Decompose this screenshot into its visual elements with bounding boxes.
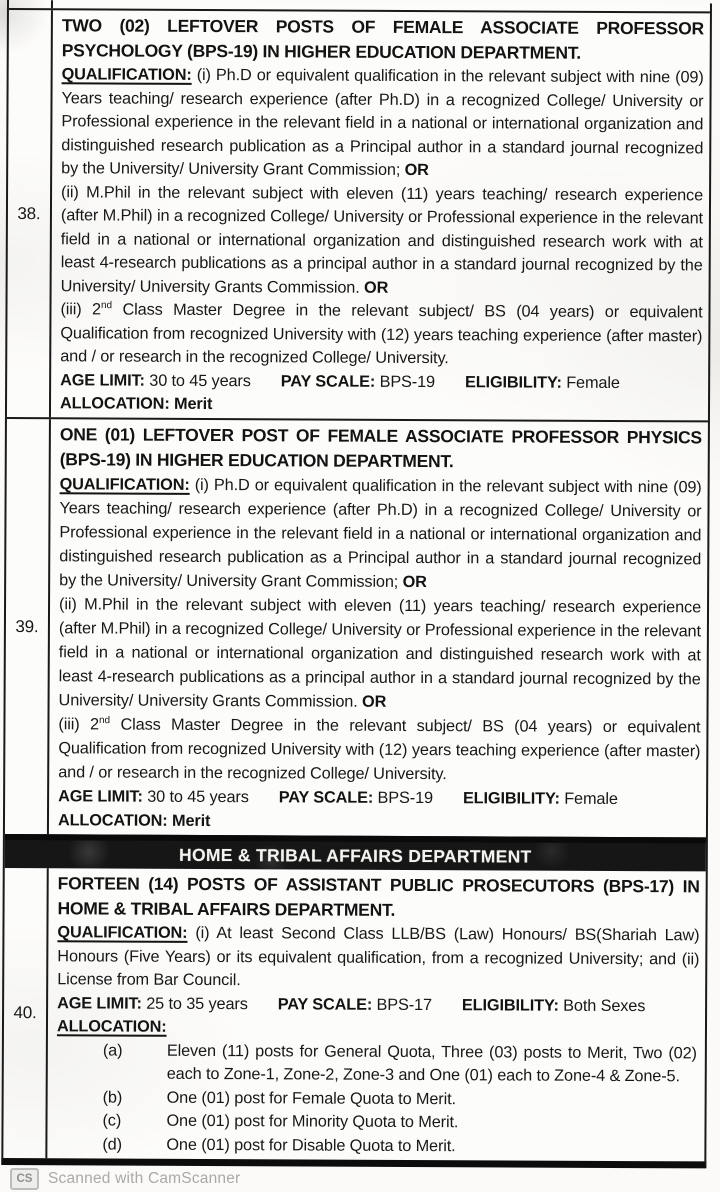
- row-38-content-cell: [51, 10, 710, 420]
- allocation-line: [60, 392, 702, 419]
- allocation-item-key: (b): [102, 1087, 123, 1107]
- eligibility-value: Female: [564, 789, 618, 808]
- eligibility-value: Both Sexes: [563, 996, 646, 1015]
- section-header-title: HOME & TRIBAL AFFAIRS DEPARTMENT: [179, 844, 532, 867]
- allocation-heading: [57, 1015, 699, 1042]
- allocation-line: [58, 808, 700, 835]
- allocation-label: ALLOCATION:: [57, 811, 168, 830]
- allocation-item-text: Eleven (11) posts for General Quota, Three (03) posts to Merit, Two (02) each to Zone-1, Zone-2, Zone-3 and One (01) each to Zone-4 & Zone-5.: [166, 1041, 697, 1086]
- allocation-item-text: One (01) post for Female Quota to Merit.: [166, 1088, 456, 1108]
- clause-i-text: (i) Ph.D or equivalent qualification in the relevant subject with nine (09) Years teaching/ research experience (after Ph.D) in a recognized College/ University or Professional experience in the relevant field in a national or international organization and distinguished research publication as a Principal author in a standard journal recognized by the University/ University Grant Commission;: [61, 65, 704, 179]
- row-40-content-cell: [47, 868, 705, 1161]
- allocation-item-text: One (01) post for Disable Quota to Merit.: [166, 1135, 456, 1155]
- camscanner-watermark-text: Scanned with CamScanner: [48, 1170, 241, 1187]
- clause-ii-or: OR: [361, 692, 387, 711]
- table-row-40: [3, 868, 705, 1161]
- clause-iii-paragraph: [58, 712, 700, 787]
- eligibility-label: ELIGIBILITY:: [462, 789, 560, 808]
- post-title: ONE (01) LEFTOVER POST OF FEMALE ASSOCIATE PROFESSOR PHYSICS (BPS-19) IN HIGHER EDUCATION DEPARTMENT.: [59, 424, 702, 472]
- serial-number-39: [5, 419, 51, 834]
- age-pay-eligibility-line: [58, 784, 700, 811]
- section-header-band: [5, 834, 706, 871]
- qualification-label: QUALIFICATION:: [61, 65, 192, 84]
- pay-scale-label: PAY SCALE:: [278, 788, 374, 807]
- age-limit-value: 30 to 45 years: [149, 371, 251, 390]
- age-limit-value: 30 to 45 years: [147, 787, 249, 807]
- table-row-38: [7, 10, 710, 422]
- clause-i-text: (i) Ph.D or equivalent qualification in the relevant subject with nine (09) Years teaching/ research experience (after Ph.D) in a recognized College/ University or Professional experience in the relevant field in a national or international organization and distinguished research publication as a Principal author in a standard journal recognized by the University/ University Grant Commission;: [59, 475, 702, 591]
- eligibility-value: Female: [566, 373, 620, 392]
- camscanner-footer: [10, 1167, 240, 1191]
- allocation-item-key: (d): [102, 1134, 123, 1154]
- serial-number-40: [3, 868, 48, 1158]
- allocation-item-d: [102, 1133, 698, 1159]
- clause-i-or: OR: [404, 160, 429, 180]
- serial-number-text: 38.: [17, 203, 41, 223]
- allocation-item-a: [103, 1039, 699, 1089]
- allocation-label: ALLOCATION:: [59, 394, 170, 413]
- pay-scale-value: BPS-17: [376, 995, 432, 1014]
- job-posts-table: [1, 0, 712, 1168]
- age-pay-eligibility-line: [60, 369, 702, 396]
- allocation-value: Merit: [174, 394, 213, 414]
- pay-scale-value: BPS-19: [379, 372, 436, 391]
- qualification-label: QUALIFICATION:: [59, 475, 190, 494]
- pay-scale-label: PAY SCALE:: [277, 994, 373, 1014]
- eligibility-label: ELIGIBILITY:: [464, 372, 562, 392]
- clause-iii-paragraph: [60, 298, 702, 372]
- clause-iii-superscript: nd: [100, 300, 113, 312]
- serial-number-text: 40.: [13, 1003, 37, 1023]
- clause-ii-text: (ii) M.Phil in the relevant subject with eleven (11) years teaching/ research experience (after M.Phil) in a recognized College/ University or Professional experience in the relevant field in a national or international organization and distinguished research work with at least 4-research publications as a principal author in a standard journal recognized by the University/ University Grants Commission.: [60, 182, 704, 297]
- clause-iii-lead: (iii) 2: [60, 300, 102, 319]
- allocation-item-c: [102, 1109, 698, 1135]
- allocation-item-key: (c): [102, 1111, 122, 1130]
- remnant-number-cell: [9, 0, 53, 8]
- qualification-paragraph: [59, 472, 702, 595]
- age-limit-label: AGE LIMIT:: [58, 787, 143, 806]
- camscanner-icon: CS: [10, 1168, 39, 1190]
- eligibility-label: ELIGIBILITY:: [461, 995, 559, 1015]
- clause-i-or: OR: [402, 572, 427, 592]
- allocation-value: Merit: [171, 811, 211, 831]
- clause-iii-rest: Class Master Degree in the relevant subject/ BS (04 years) or equivalent Qualification from recognized University with (12) years teaching experience (after master) and / or research in the recognized College/ University.: [58, 715, 701, 784]
- pay-scale-label: PAY SCALE:: [280, 371, 376, 391]
- age-limit-label: AGE LIMIT:: [57, 993, 142, 1013]
- post-title: TWO (02) LEFTOVER POSTS OF FEMALE ASSOCIATE PROFESSOR PSYCHOLOGY (BPS-19) IN HIGHER EDUCATION DEPARTMENT.: [61, 15, 704, 63]
- clause-ii-or: OR: [364, 278, 389, 297]
- allocation-label: ALLOCATION:: [56, 1017, 167, 1036]
- qualification-paragraph: [61, 63, 704, 184]
- allocation-item-b: [103, 1086, 699, 1112]
- clause-iii-rest: Class Master Degree in the relevant subject/ BS (04 years) or equivalent Qualification from recognized University with (12) years teaching experience (after master) and / or research in the recognized College/ University.: [60, 300, 703, 368]
- pay-scale-value: BPS-19: [377, 788, 434, 808]
- allocation-item-key: (a): [102, 1040, 123, 1060]
- row-39-content-cell: [49, 419, 708, 837]
- age-limit-label: AGE LIMIT:: [60, 370, 145, 390]
- qualification-paragraph: [57, 921, 699, 995]
- serial-number-38: [7, 10, 53, 417]
- clause-iii-superscript: nd: [98, 715, 111, 727]
- age-limit-value: 25 to 35 years: [146, 994, 248, 1013]
- age-pay-eligibility-line: [57, 992, 699, 1019]
- clause-ii-paragraph: [59, 592, 702, 715]
- post-title: FORTEEN (14) POSTS OF ASSISTANT PUBLIC PROSECUTORS (BPS-17) IN HOME & TRIBAL AFFAIRS DEPARTMENT.: [57, 873, 700, 920]
- clause-ii-paragraph: [61, 181, 704, 302]
- serial-number-text: 39.: [15, 616, 39, 636]
- table-row-39: [5, 419, 708, 837]
- allocation-item-text: One (01) post for Minority Quota to Merit.: [166, 1111, 459, 1132]
- clause-ii-text: (ii) M.Phil in the relevant subject with eleven (11) years teaching/ research experience (after M.Phil) in a recognized College/ University or Professional experience in the relevant field in a national or international organization and distinguished research work with at least 4-research publications as a principal author in a standard journal recognized by the University/ University Grants Commission.: [58, 595, 702, 711]
- clause-iii-lead: (iii) 2: [58, 715, 99, 734]
- qualification-label: QUALIFICATION:: [57, 923, 188, 942]
- clause-i-text: (i) At least Second Class LLB/BS (Law) Honours/ BS(Shariah Law) Honours (Five Years) or its equivalent qualification, from a recognized University; and (ii) License from Bar Council.: [57, 923, 700, 990]
